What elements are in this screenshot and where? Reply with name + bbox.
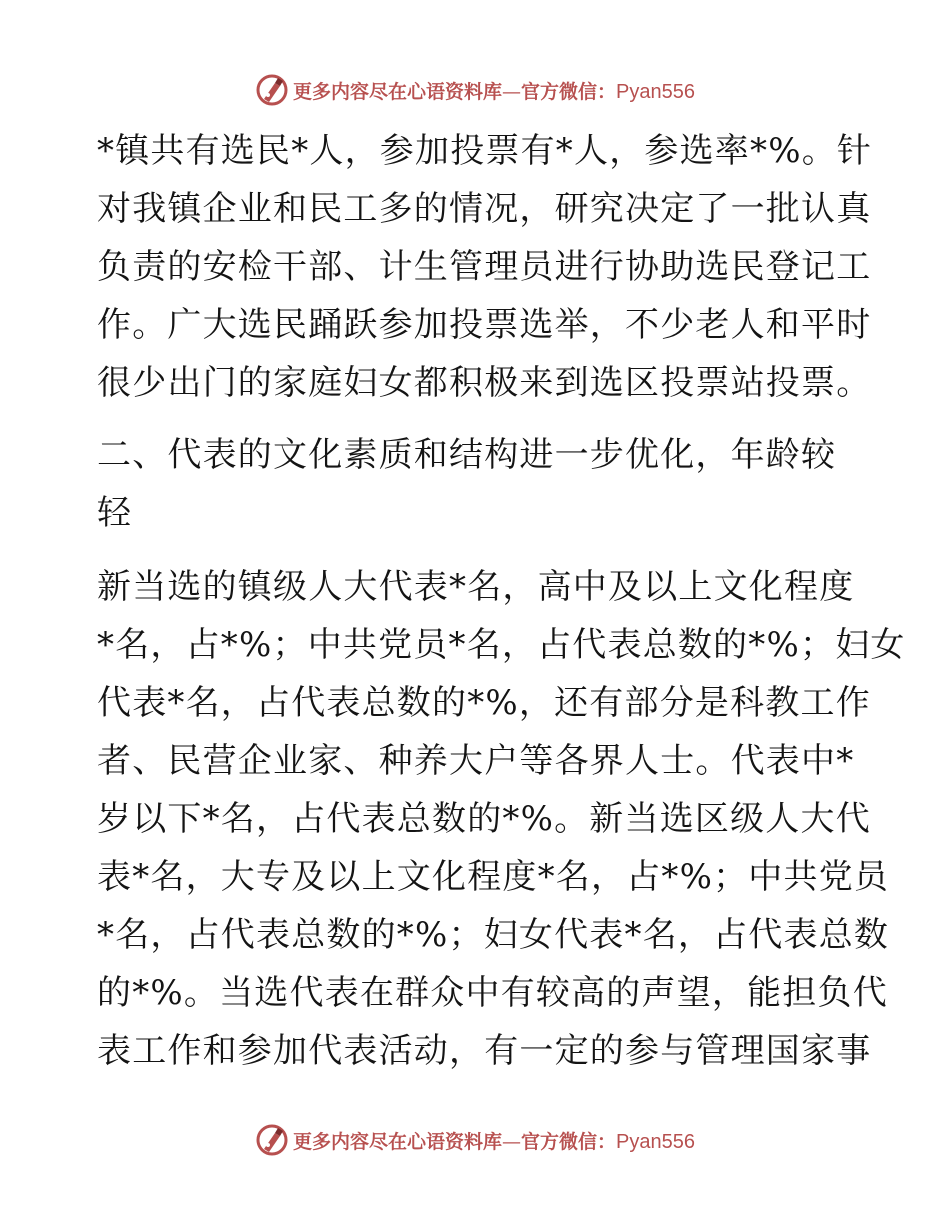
paragraph-1-line-3: 负责的安检干部、计生管理员进行协助选民登记工 — [97, 247, 872, 287]
paragraph-2-line-7: *名，占代表总数的*%；妇女代表*名，占代表总数 — [97, 915, 890, 955]
banner-dash: — — [502, 1130, 522, 1153]
banner-wechat-label: 官方微信： — [521, 1130, 617, 1153]
footer-watermark-banner — [0, 1120, 950, 1160]
pen-logo-icon — [255, 1123, 289, 1157]
paragraph-2-line-1: 新当选的镇级人大代表*名，高中及以上文化程度 — [97, 567, 855, 607]
paragraph-2-line-5: 岁以下*名，占代表总数的*%。新当选区级人大代 — [97, 799, 871, 839]
section-heading-line-1: 二、代表的文化素质和结构进一步优化，年龄较 — [97, 435, 837, 475]
paragraph-2-line-3: 代表*名，占代表总数的*%，还有部分是科教工作 — [97, 683, 871, 723]
paragraph-2-line-2: *名，占*%；中共党员*名，占代表总数的*%；妇女 — [97, 625, 906, 665]
paragraph-1-line-2: 对我镇企业和民工多的情况，研究决定了一批认真 — [97, 189, 872, 229]
paragraph-1-line-4: 作。广大选民踊跃参加投票选举，不少老人和平时 — [97, 305, 872, 345]
paragraph-2-line-8: 的*%。当选代表在群众中有较高的声望，能担负代 — [97, 973, 888, 1013]
paragraph-2-line-9: 表工作和参加代表活动，有一定的参与管理国家事 — [97, 1031, 872, 1071]
banner-site-text: 更多内容尽在心语资料库 — [293, 80, 503, 103]
paragraph-2-line-4: 者、民营企业家、种养大户等各界人士。代表中* — [97, 741, 855, 781]
section-heading-line-2: 轻 — [97, 493, 133, 533]
banner-wechat-id: Pyan556 — [616, 1130, 695, 1153]
banner-wechat-label: 官方微信： — [521, 80, 617, 103]
paragraph-2-line-6: 表*名，大专及以上文化程度*名，占*%；中共党员 — [97, 857, 890, 897]
paragraph-1-line-1: *镇共有选民*人，参加投票有*人，参选率*%。针 — [97, 131, 873, 171]
banner-wechat-id: Pyan556 — [616, 80, 695, 103]
banner-dash: — — [502, 80, 522, 103]
banner-site-text: 更多内容尽在心语资料库 — [293, 1130, 503, 1153]
paragraph-1-line-5: 很少出门的家庭妇女都积极来到选区投票站投票。 — [97, 363, 872, 403]
